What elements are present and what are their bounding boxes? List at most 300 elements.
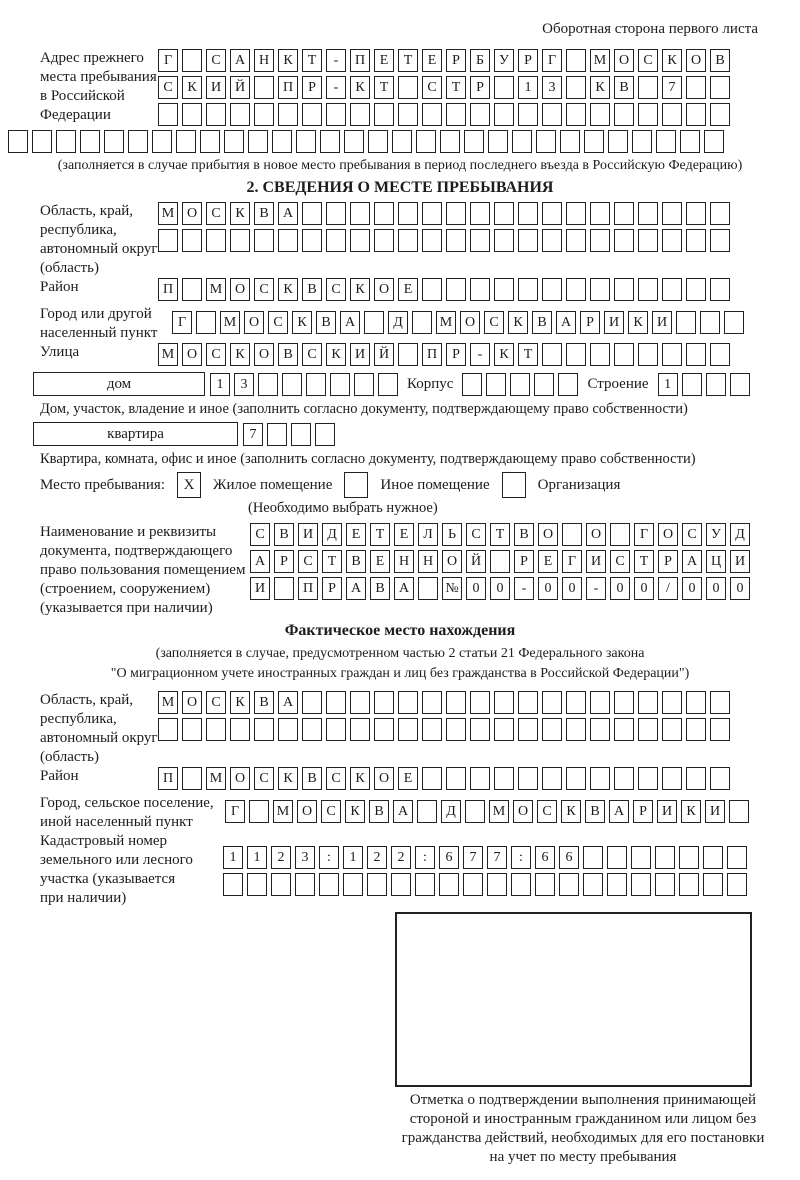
factual-raion-block xyxy=(8,767,792,794)
char-cell: К xyxy=(278,49,298,72)
char-cell xyxy=(542,718,562,741)
char-cell xyxy=(679,873,699,896)
char-cell xyxy=(566,691,586,714)
char-cell xyxy=(104,130,124,153)
section2-oblast-row-2 xyxy=(158,229,792,252)
checkbox-inoe xyxy=(344,472,368,498)
char-cell: С xyxy=(254,278,274,301)
char-cell: - xyxy=(470,343,490,366)
char-cell xyxy=(490,550,510,573)
char-cell: В xyxy=(254,691,274,714)
char-cell: В xyxy=(514,523,534,546)
kadastr-block xyxy=(8,832,792,908)
char-cell xyxy=(302,103,322,126)
char-cell xyxy=(655,873,675,896)
char-cell xyxy=(350,691,370,714)
char-cell xyxy=(446,278,466,301)
char-cell xyxy=(176,130,196,153)
char-cell xyxy=(291,423,311,446)
char-cell: У xyxy=(494,49,514,72)
char-cell: В xyxy=(532,311,552,334)
stay-option-organizatsiya-label: Организация xyxy=(537,476,621,493)
char-cell xyxy=(494,718,514,741)
char-cell: О xyxy=(230,767,250,790)
char-cell xyxy=(494,103,514,126)
char-cell: О xyxy=(686,49,706,72)
char-cell: Ь xyxy=(442,523,462,546)
char-cell: 7 xyxy=(662,76,682,99)
factual-oblast-row-2 xyxy=(158,718,792,741)
char-cell xyxy=(680,130,700,153)
char-cell xyxy=(152,130,172,153)
char-cell: М xyxy=(273,800,293,823)
char-cell xyxy=(398,76,418,99)
char-cell xyxy=(326,202,346,225)
char-cell xyxy=(417,800,437,823)
char-cell xyxy=(278,718,298,741)
char-cell: С xyxy=(326,278,346,301)
char-cell xyxy=(470,767,490,790)
char-cell: С xyxy=(206,49,226,72)
char-cell: Е xyxy=(394,523,414,546)
char-cell xyxy=(590,103,610,126)
char-cell: Т xyxy=(398,49,418,72)
char-cell: О xyxy=(297,800,317,823)
char-cell xyxy=(182,103,202,126)
char-cell: Е xyxy=(346,523,366,546)
char-cell: 1 xyxy=(210,373,230,396)
char-cell xyxy=(542,691,562,714)
char-cell xyxy=(518,691,538,714)
char-cell: С xyxy=(250,523,270,546)
char-cell: В xyxy=(274,523,294,546)
dom-row xyxy=(33,372,792,396)
char-cell: Г xyxy=(634,523,654,546)
char-cell xyxy=(710,229,730,252)
char-cell xyxy=(249,800,269,823)
dom-number-cells xyxy=(210,373,398,396)
char-cell: О xyxy=(658,523,678,546)
char-cell xyxy=(206,103,226,126)
char-cell: С xyxy=(206,691,226,714)
char-cell xyxy=(566,767,586,790)
section2-raion-row xyxy=(158,278,792,301)
char-cell: О xyxy=(374,767,394,790)
char-cell xyxy=(704,130,724,153)
char-cell xyxy=(494,202,514,225)
char-cell xyxy=(230,718,250,741)
char-cell xyxy=(727,846,747,869)
char-cell xyxy=(656,130,676,153)
char-cell xyxy=(518,229,538,252)
doc-row-2 xyxy=(250,550,792,573)
char-cell xyxy=(391,873,411,896)
char-cell xyxy=(374,691,394,714)
kvartira-label-box: квартира xyxy=(33,422,238,446)
char-cell xyxy=(494,229,514,252)
char-cell xyxy=(230,103,250,126)
char-cell: Г xyxy=(542,49,562,72)
char-cell xyxy=(158,718,178,741)
char-cell xyxy=(374,103,394,126)
char-cell: К xyxy=(628,311,648,334)
char-cell xyxy=(655,846,675,869)
stay-option-zhiloe-label: Жилое помещение xyxy=(213,476,333,493)
char-cell xyxy=(182,767,202,790)
char-cell: В xyxy=(369,800,389,823)
char-cell xyxy=(354,373,374,396)
factual-note-line2: "О миграционном учете иностранных граждан и лиц без гражданства в Российской Федерации") xyxy=(110,666,690,681)
char-cell xyxy=(494,691,514,714)
char-cell xyxy=(446,691,466,714)
char-cell: С xyxy=(254,767,274,790)
doc-row-3 xyxy=(250,577,792,600)
char-cell xyxy=(676,311,696,334)
char-cell: С xyxy=(326,767,346,790)
char-cell xyxy=(518,278,538,301)
char-cell: К xyxy=(182,76,202,99)
char-cell: К xyxy=(508,311,528,334)
char-cell xyxy=(590,278,610,301)
char-cell: В xyxy=(316,311,336,334)
stay-type-row xyxy=(40,472,792,498)
char-cell: О xyxy=(182,202,202,225)
char-cell xyxy=(542,343,562,366)
char-cell: А xyxy=(346,577,366,600)
char-cell: Е xyxy=(398,278,418,301)
char-cell xyxy=(686,767,706,790)
char-cell xyxy=(367,873,387,896)
char-cell xyxy=(703,846,723,869)
char-cell xyxy=(700,311,720,334)
section2-gorod-row xyxy=(172,311,792,334)
char-cell xyxy=(422,767,442,790)
char-cell: 7 xyxy=(487,846,507,869)
char-cell: О xyxy=(374,278,394,301)
char-cell xyxy=(562,523,582,546)
stay-type-note: (Необходимо выбрать нужное) xyxy=(248,500,438,516)
char-cell xyxy=(302,691,322,714)
char-cell: О xyxy=(442,550,462,573)
char-cell: Е xyxy=(398,767,418,790)
char-cell: И xyxy=(250,577,270,600)
stamp-caption: Отметка о подтверждении выполнения принимающей стороной и иностранным гражданином или лицом без гражданства действий, необходимых для его постановки на учет по месту пребывания xyxy=(401,1092,765,1165)
char-cell xyxy=(223,873,243,896)
char-cell xyxy=(315,423,335,446)
factual-gorod-block xyxy=(8,794,792,832)
char-cell xyxy=(590,691,610,714)
char-cell: С xyxy=(610,550,630,573)
char-cell: К xyxy=(230,691,250,714)
char-cell: - xyxy=(326,76,346,99)
factual-oblast-rows xyxy=(158,691,792,745)
char-cell: С xyxy=(206,202,226,225)
char-cell: О xyxy=(182,691,202,714)
factual-oblast-label: Область, край, республика, автономный округ (область) xyxy=(40,692,158,765)
char-cell xyxy=(446,103,466,126)
prev-address-row-2 xyxy=(158,76,792,99)
kadastr-label: Кадастровый номер земельного или лесного участка (указывается при наличии) xyxy=(40,833,193,906)
char-cell: С xyxy=(158,76,178,99)
char-cell xyxy=(679,846,699,869)
char-cell: Н xyxy=(394,550,414,573)
char-cell xyxy=(686,691,706,714)
char-cell: 7 xyxy=(243,423,263,446)
char-cell xyxy=(558,373,578,396)
stamp-box xyxy=(395,912,752,1087)
char-cell: С xyxy=(302,343,322,366)
char-cell: № xyxy=(442,577,462,600)
char-cell: П xyxy=(350,49,370,72)
factual-raion-label: Район xyxy=(40,768,79,784)
char-cell xyxy=(662,718,682,741)
char-cell xyxy=(462,373,482,396)
char-cell xyxy=(463,873,483,896)
section2-ulitsa-label: Улица xyxy=(40,344,80,360)
doc-row-1 xyxy=(250,523,792,546)
char-cell: А xyxy=(250,550,270,573)
char-cell xyxy=(638,103,658,126)
char-cell: О xyxy=(513,800,533,823)
char-cell xyxy=(374,229,394,252)
char-cell xyxy=(638,278,658,301)
char-cell: Г xyxy=(158,49,178,72)
char-cell: М xyxy=(220,311,240,334)
section2-oblast-rows xyxy=(158,202,792,256)
char-cell xyxy=(302,229,322,252)
char-cell xyxy=(182,49,202,72)
char-cell: - xyxy=(586,577,606,600)
char-cell xyxy=(542,278,562,301)
section2-gorod-label: Город или другой населенный пункт xyxy=(40,306,158,341)
factual-oblast-row-1 xyxy=(158,691,792,714)
char-cell: В xyxy=(346,550,366,573)
char-cell: Р xyxy=(322,577,342,600)
char-cell xyxy=(686,278,706,301)
char-cell: 1 xyxy=(518,76,538,99)
char-cell xyxy=(510,373,530,396)
char-cell xyxy=(494,76,514,99)
char-cell: О xyxy=(254,343,274,366)
char-cell: 1 xyxy=(343,846,363,869)
char-cell: Т xyxy=(634,550,654,573)
char-cell: У xyxy=(706,523,726,546)
char-cell: И xyxy=(206,76,226,99)
char-cell xyxy=(398,691,418,714)
char-cell xyxy=(274,577,294,600)
char-cell xyxy=(224,130,244,153)
char-cell xyxy=(440,130,460,153)
char-cell xyxy=(254,103,274,126)
factual-gorod-row xyxy=(225,800,792,823)
char-cell: 0 xyxy=(634,577,654,600)
section2-raion-label: Район xyxy=(40,279,79,295)
char-cell: О xyxy=(614,49,634,72)
char-cell: Т xyxy=(518,343,538,366)
char-cell xyxy=(682,373,702,396)
char-cell: О xyxy=(460,311,480,334)
char-cell: С xyxy=(638,49,658,72)
char-cell xyxy=(470,202,490,225)
char-cell: - xyxy=(326,49,346,72)
char-cell: : xyxy=(319,846,339,869)
char-cell xyxy=(638,343,658,366)
char-cell: 0 xyxy=(490,577,510,600)
char-cell xyxy=(566,343,586,366)
char-cell: О xyxy=(244,311,264,334)
char-cell: С xyxy=(466,523,486,546)
char-cell: Т xyxy=(490,523,510,546)
char-cell xyxy=(422,691,442,714)
section2-raion-block xyxy=(8,278,792,305)
char-cell xyxy=(614,229,634,252)
char-cell xyxy=(326,718,346,741)
char-cell: Р xyxy=(446,49,466,72)
char-cell xyxy=(350,229,370,252)
char-cell: Г xyxy=(225,800,245,823)
char-cell: Н xyxy=(418,550,438,573)
char-cell xyxy=(182,229,202,252)
char-cell: Г xyxy=(562,550,582,573)
char-cell: 6 xyxy=(439,846,459,869)
char-cell xyxy=(706,373,726,396)
char-cell: 0 xyxy=(706,577,726,600)
prev-address-rows xyxy=(158,49,792,130)
char-cell: И xyxy=(730,550,750,573)
char-cell xyxy=(614,278,634,301)
char-cell: К xyxy=(230,343,250,366)
char-cell xyxy=(422,229,442,252)
char-cell: Т xyxy=(374,76,394,99)
char-cell xyxy=(398,202,418,225)
char-cell xyxy=(398,103,418,126)
char-cell xyxy=(295,873,315,896)
char-cell xyxy=(710,278,730,301)
char-cell xyxy=(724,311,744,334)
prev-address-row-3 xyxy=(158,103,792,126)
char-cell xyxy=(378,373,398,396)
char-cell: Й xyxy=(466,550,486,573)
korpus-cells xyxy=(462,373,578,396)
char-cell xyxy=(729,800,749,823)
section2-ulitsa-block xyxy=(8,343,792,370)
char-cell: Е xyxy=(538,550,558,573)
char-cell xyxy=(631,846,651,869)
char-cell xyxy=(182,278,202,301)
char-cell xyxy=(686,202,706,225)
char-cell xyxy=(730,373,750,396)
char-cell: П xyxy=(158,278,178,301)
char-cell: М xyxy=(489,800,509,823)
char-cell xyxy=(412,311,432,334)
char-cell: : xyxy=(511,846,531,869)
char-cell: 1 xyxy=(223,846,243,869)
char-cell xyxy=(638,229,658,252)
char-cell xyxy=(710,103,730,126)
char-cell xyxy=(542,202,562,225)
char-cell xyxy=(470,229,490,252)
char-cell xyxy=(398,343,418,366)
char-cell: П xyxy=(158,767,178,790)
char-cell xyxy=(542,767,562,790)
char-cell xyxy=(488,130,508,153)
char-cell xyxy=(158,103,178,126)
char-cell xyxy=(566,278,586,301)
char-cell: И xyxy=(604,311,624,334)
section2-title: 2. СВЕДЕНИЯ О МЕСТЕ ПРЕБЫВАНИЯ xyxy=(246,179,554,196)
char-cell: Р xyxy=(302,76,322,99)
char-cell xyxy=(487,873,507,896)
char-cell: М xyxy=(158,343,178,366)
char-cell: А xyxy=(230,49,250,72)
kadastr-row-1 xyxy=(223,846,792,869)
char-cell: А xyxy=(278,691,298,714)
char-cell xyxy=(710,691,730,714)
char-cell xyxy=(686,343,706,366)
char-cell xyxy=(254,76,274,99)
char-cell xyxy=(330,373,350,396)
factual-raion-row xyxy=(158,767,792,790)
checkbox-organizatsiya xyxy=(502,472,526,498)
char-cell xyxy=(590,718,610,741)
char-cell: В xyxy=(302,278,322,301)
char-cell xyxy=(638,202,658,225)
char-cell: К xyxy=(292,311,312,334)
char-cell xyxy=(350,103,370,126)
char-cell: Т xyxy=(302,49,322,72)
char-cell: Т xyxy=(446,76,466,99)
char-cell xyxy=(302,202,322,225)
char-cell xyxy=(494,278,514,301)
factual-title: Фактическое место нахождения xyxy=(284,622,516,639)
char-cell xyxy=(470,718,490,741)
char-cell: Т xyxy=(322,550,342,573)
kvartira-note: Квартира, комната, офис и иное (заполнить согласно документу, подтверждающему право собственности) xyxy=(40,451,696,467)
char-cell: Й xyxy=(230,76,250,99)
char-cell: С xyxy=(298,550,318,573)
char-cell xyxy=(662,343,682,366)
char-cell xyxy=(182,718,202,741)
char-cell xyxy=(326,691,346,714)
char-cell: С xyxy=(206,343,226,366)
korpus-label: Корпус xyxy=(407,375,454,392)
kvartira-row xyxy=(33,422,792,446)
char-cell: 0 xyxy=(562,577,582,600)
char-cell: Р xyxy=(633,800,653,823)
char-cell: С xyxy=(682,523,702,546)
char-cell xyxy=(518,202,538,225)
char-cell xyxy=(590,343,610,366)
char-cell xyxy=(584,130,604,153)
char-cell xyxy=(662,202,682,225)
prev-address-label: Адрес прежнего места пребывания в Российской Федерации xyxy=(40,50,157,123)
prev-address-row-1 xyxy=(158,49,792,72)
char-cell: С xyxy=(321,800,341,823)
char-cell xyxy=(368,130,388,153)
char-cell xyxy=(278,103,298,126)
char-cell: П xyxy=(298,577,318,600)
char-cell xyxy=(296,130,316,153)
char-cell xyxy=(320,130,340,153)
char-cell xyxy=(439,873,459,896)
char-cell: 2 xyxy=(391,846,411,869)
char-cell xyxy=(80,130,100,153)
char-cell: А xyxy=(394,577,414,600)
char-cell xyxy=(566,103,586,126)
prev-address-note: (заполняется в случае прибытия в новое место пребывания в период последнего въезда в Российскую Федерацию) xyxy=(57,158,743,173)
char-cell: И xyxy=(586,550,606,573)
char-cell xyxy=(446,718,466,741)
